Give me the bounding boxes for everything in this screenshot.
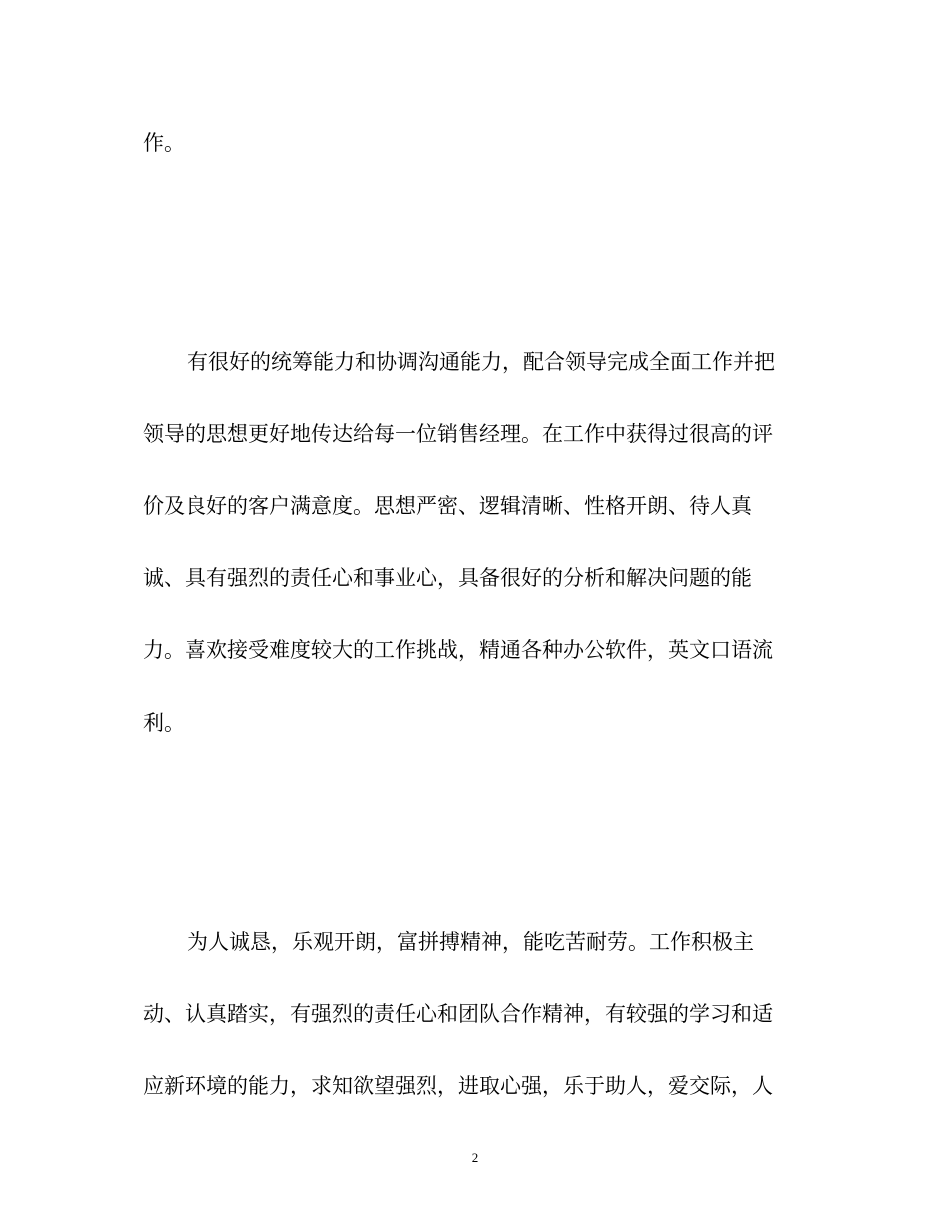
- paragraph-1-line: 诚、具有强烈的责任心和事业心，具备很好的分析和解决问题的能: [143, 566, 752, 590]
- page-number: 2: [471, 1150, 479, 1165]
- paragraph-2-line: 动、认真踏实，有强烈的责任心和团队合作精神，有较强的学习和适: [143, 1002, 773, 1026]
- paragraph-2-line: 应新环境的能力，求知欲望强烈，进取心强，乐于助人，爱交际，人: [143, 1074, 773, 1098]
- paragraph-1-line: 利。: [143, 711, 185, 735]
- paragraph-1-line: 价及良好的客户满意度。思想严密、逻辑清晰、性格开朗、待人真: [143, 494, 752, 518]
- paragraph-1-line: 力。喜欢接受难度较大的工作挑战，精通各种办公软件，英文口语流: [143, 638, 773, 662]
- paragraph-fragment-line: 作。: [143, 131, 185, 155]
- paragraph-1-line: 领导的思想更好地传达给每一位销售经理。在工作中获得过很高的评: [143, 422, 773, 446]
- paragraph-2-line: 为人诚恳，乐观开朗，富拼搏精神，能吃苦耐劳。工作积极主: [187, 930, 754, 954]
- paragraph-1-line: 有很好的统筹能力和协调沟通能力，配合领导完成全面工作并把: [187, 350, 775, 374]
